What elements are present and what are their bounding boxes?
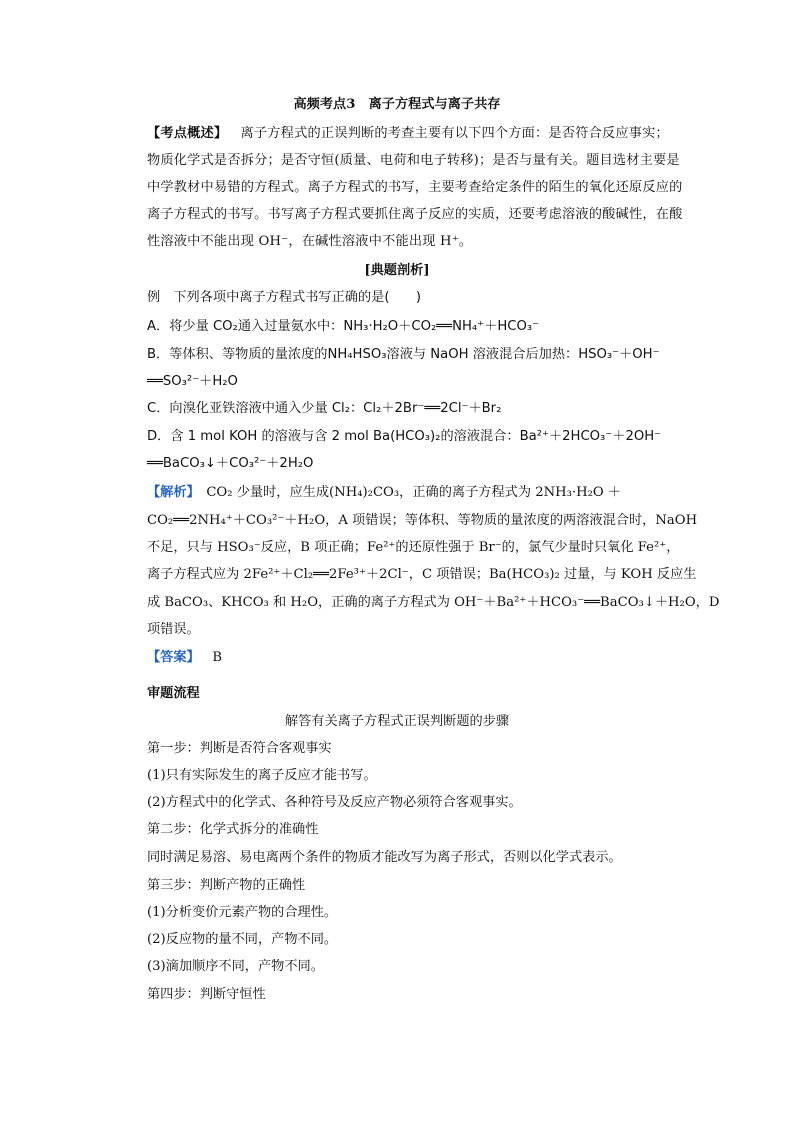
flow-line-8: (2)反应物的量不同，产物不同。 — [147, 932, 338, 947]
flow-heading: 审题流程 — [147, 686, 200, 701]
analysis-line-4: 离子方程式应为 2Fe²⁺＋Cl₂══2Fe³⁺＋2Cl⁻，C 项错误；Ba(HCO₃)₂ 过量，与 KOH 反应生 — [147, 567, 697, 582]
overview-line-3: 中学教材中易错的方程式。离子方程式的书写，主要考查给定条件的陌生的氧化还原反应的 — [147, 180, 683, 195]
analysis-line-3: 不足，只与 HSO₃⁻反应，B 项正确；Fe²⁺的还原性强于 Br⁻的，氯气少量时只氧化 Fe²⁺， — [147, 540, 680, 555]
example-stem: 例 下列各项中离子方程式书写正确的是( ) — [147, 290, 422, 305]
flow-step-3: 第三步：判断产物的正确性 — [147, 878, 306, 893]
overview-line-4: 离子方程式的书写。书写离子方程式要抓住离子反应的实质，还要考虑溶液的酸碱性，在酸 — [147, 207, 683, 222]
overview-line-2: 物质化学式是否拆分；是否守恒(质量、电荷和电子转移)；是否与量有关。题目选材主要是 — [147, 153, 680, 168]
analysis-line-5: 成 BaCO₃、KHCO₃ 和 H₂O，正确的离子方程式为 OH⁻＋Ba²⁺＋HCO₃⁻══BaCO₃↓＋H₂O，D — [147, 595, 720, 610]
answer-line — [147, 648, 222, 668]
option-c: C．向溴化亚铁溶液中通入少量 Cl₂：Cl₂＋2Br⁻══2Cl⁻＋Br₂ — [147, 401, 502, 416]
flow-line-2: (1)只有实际发生的离子反应才能书写。 — [147, 768, 377, 783]
answer-value: B — [212, 650, 223, 665]
overview-tag: 【考点概述】 — [147, 126, 228, 141]
flow-line-7: (1)分析变价元素产物的合理性。 — [147, 905, 338, 920]
analysis-first-line — [147, 483, 621, 503]
overview-first-line — [147, 124, 669, 144]
section-title: [典题剖析] — [364, 263, 430, 278]
flow-line-5: 同时满足易溶、易电离两个条件的物质才能改写为离子形式，否则以化学式表示。 — [147, 850, 622, 865]
option-d-cont: ══BaCO₃↓＋CO₃²⁻＋2H₂O — [147, 456, 314, 471]
flow-step-1: 第一步：判断是否符合客观事实 — [147, 741, 332, 756]
option-d: D．含 1 mol KOH 的溶液与含 2 mol Ba(HCO₃)₂的溶液混合：Ba²⁺＋2HCO₃⁻＋2OH⁻ — [147, 429, 662, 444]
flow-step-4: 第四步：判断守恒性 — [147, 987, 266, 1002]
flow-line-9: (3)滴加顺序不同，产物不同。 — [147, 959, 324, 974]
flow-line-3: (2)方程式中的化学式、各种符号及反应产物必须符合客观事实。 — [147, 795, 522, 810]
option-b: B．等体积、等物质的量浓度的NH₄HSO₃溶液与 NaOH 溶液混合后加热：HSO₃⁻＋OH⁻ — [147, 347, 660, 362]
analysis-line-2: CO₂══2NH₄⁺＋CO₃²⁻＋H₂O，A 项错误；等体积、等物质的量浓度的两溶液混合时，NaOH — [147, 513, 698, 528]
analysis-line-6: 项错误。 — [147, 622, 200, 637]
analysis-line-1: CO₂ 少量时，应生成(NH₄)₂CO₃，正确的离子方程式为 2NH₃·H₂O ＋ — [193, 485, 622, 500]
answer-tag: 【答案】 — [147, 650, 200, 665]
overview-line-1: 离子方程式的正误判断的考查主要有以下四个方面：是否符合反应事实； — [240, 126, 669, 141]
option-b-cont: ══SO₃²⁻＋H₂O — [147, 374, 238, 389]
option-a: A．将少量 CO₂通入过量氨水中：NH₃·H₂O＋CO₂══NH₄⁺＋HCO₃⁻ — [147, 319, 540, 334]
flow-step-2: 第二步：化学式拆分的准确性 — [147, 822, 319, 837]
page-title: 高频考点3 离子方程式与离子共存 — [293, 97, 501, 112]
analysis-tag: 【解析】 — [147, 485, 194, 500]
overview-line-5: 性溶液中不能出现 OH⁻，在碱性溶液中不能出现 H⁺。 — [147, 234, 473, 249]
flow-subtitle: 解答有关离子方程式正误判断题的步骤 — [284, 714, 510, 729]
